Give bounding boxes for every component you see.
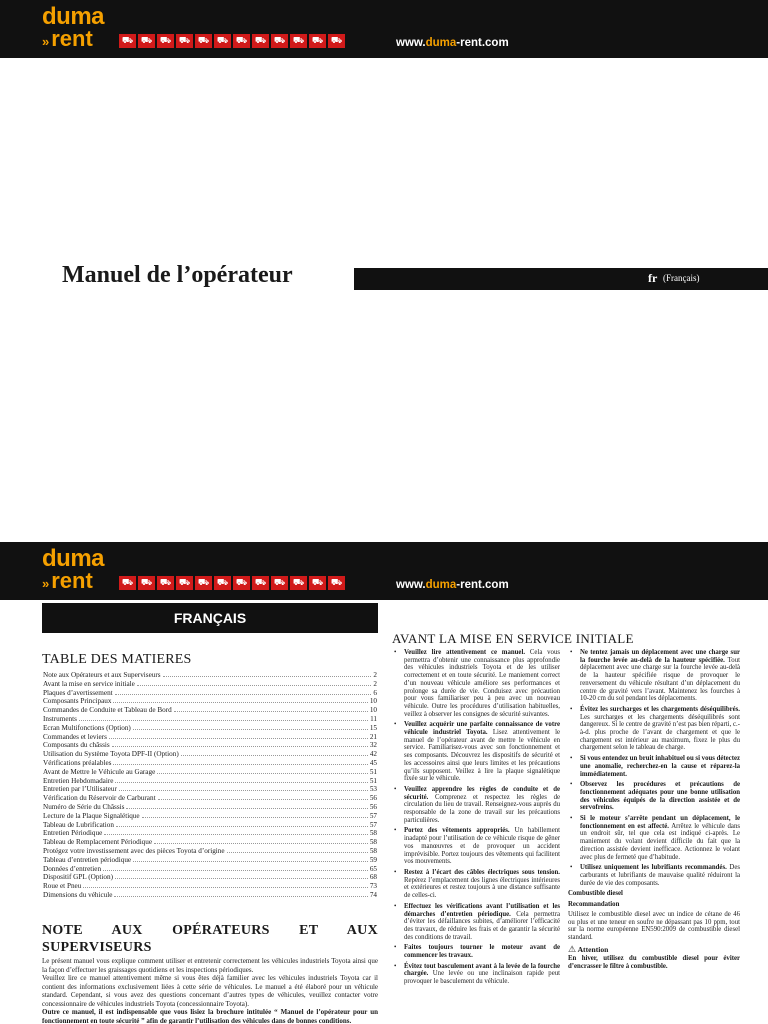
bullet-item xyxy=(568,706,740,752)
toc-page: 32 xyxy=(369,741,377,750)
language-bar xyxy=(354,268,768,290)
lift-icon: ⛟ xyxy=(271,34,288,48)
toc-row[interactable] xyxy=(43,856,377,865)
toc-label: Commandes de Conduite et Tableau de Bord xyxy=(43,706,172,715)
toc-label: Entretien Hebdomadaire xyxy=(43,776,114,785)
toc-row[interactable] xyxy=(43,768,377,777)
logo-rent-text: rent xyxy=(51,25,93,51)
toc-row[interactable] xyxy=(43,882,377,891)
toc-label: Instruments xyxy=(43,714,77,723)
duma-rent-logo[interactable] xyxy=(42,545,105,593)
bullet-text: Tout déplacement avec une charge sur la fourche levée au-delà de la hauteur spécifiée risque de provoquer le renversement du véhicule résultant d’un déplacement du centre de gravité vers l’avant. Maintenez les fourches à 10-20 cm du sol pendant les déplacements. xyxy=(580,656,740,703)
loader-icon: ⛟ xyxy=(138,34,155,48)
toc-page: 53 xyxy=(369,785,377,794)
truck-icon: ⛟ xyxy=(233,576,250,590)
toc-leader xyxy=(112,742,368,747)
website-link[interactable]: www.duma-rent.com xyxy=(396,37,509,49)
toc-heading: TABLE DES MATIERES xyxy=(42,652,192,667)
toc-label: Vérification du Réservoir de Carburant xyxy=(43,794,156,803)
bullet-bold: Restez à l’écart des câbles électriques sous tension. xyxy=(404,868,560,876)
toc-leader xyxy=(116,822,368,827)
bullet-text: Un habillement inadapté pour l’utilisation de ce véhicule risque de gêner vos manœuvres et de provoquer un accident imprévisible. Portez toujours des vêtements qui facilitent vos mouvements. xyxy=(404,827,561,866)
bullet-bold: Veuillez apprendre les règles de conduite et de sécurité. xyxy=(404,785,560,801)
toc-row[interactable] xyxy=(43,847,377,856)
generator-icon: ⛟ xyxy=(290,576,307,590)
toc-leader xyxy=(103,866,368,871)
generator-icon: ⛟ xyxy=(290,34,307,48)
bullet-item xyxy=(392,963,560,986)
toc-row[interactable] xyxy=(43,724,377,733)
truck-icon: ⛟ xyxy=(233,34,250,48)
toc-page: 45 xyxy=(369,758,377,767)
toc-row[interactable] xyxy=(43,803,377,812)
manual-title: Manuel de l’opérateur xyxy=(62,262,293,288)
bullet-bold: Observez les procédures et précautions de fonctionnement adéquates pour une bonne utilisation des véhicules équipés de la direction assistée et de servofreins. xyxy=(580,781,740,812)
excavator-icon: ⛟ xyxy=(157,576,174,590)
bullet-item xyxy=(392,649,560,718)
compactor-icon: ⛟ xyxy=(176,34,193,48)
toc-row[interactable] xyxy=(43,680,377,689)
toc-page: 65 xyxy=(369,864,377,873)
toc-label: Lecture de la Plaque Signalétique xyxy=(43,811,140,820)
toc-row[interactable] xyxy=(43,891,377,900)
toc-page: 10 xyxy=(369,697,377,706)
toc-leader xyxy=(181,751,368,756)
toc-row[interactable] xyxy=(43,821,377,830)
excavator-icon: ⛟ xyxy=(157,34,174,48)
toc-label: Tableau d’entretien périodique xyxy=(43,855,132,864)
bullet-bold: Évitez les surcharges et les chargements déséquilibrés. xyxy=(580,705,740,713)
logo-rent-text: rent xyxy=(51,567,93,593)
toc-label: Composants Principaux xyxy=(43,697,112,706)
bullet-item xyxy=(568,649,740,703)
toc-page: 56 xyxy=(369,802,377,811)
trailer-icon: ⛟ xyxy=(328,576,345,590)
bullet-bold: Si vous entendez un bruit inhabituel ou si vous détectez une anomalie, recherchez-en la cause et réparez-la immédiatement. xyxy=(580,755,740,778)
toc-page: 59 xyxy=(369,855,377,864)
toc-label: Avant la mise en service initiale xyxy=(43,679,135,688)
website-link[interactable]: www.duma-rent.com xyxy=(396,579,509,591)
toc-leader xyxy=(126,804,367,809)
toc-label: Note aux Opérateurs et aux Superviseurs xyxy=(43,671,161,679)
crane-icon: ⛟ xyxy=(214,34,231,48)
note-paragraph: Le présent manuel vous explique comment utiliser et entretenir correctement les véhicules industriels Toyota ainsi que la façon d’effectuer les graissages quotidiens et les inspections périodiques. xyxy=(42,957,378,974)
toc-leader xyxy=(83,883,367,888)
toc-leader xyxy=(114,892,367,897)
bullet-text: Comprenez et respectez les règles de circulation du lieu de travail. Renseignez-vous auprès du responsable de la zone de travail sur les précautions particulières. xyxy=(404,793,560,824)
logo-arrow: » xyxy=(42,575,50,591)
logo-duma-text: duma xyxy=(42,3,105,30)
bullet-item xyxy=(392,944,560,959)
avant-column-right xyxy=(568,649,740,971)
bullet-text: Arrêtez le véhicule dans un endroit sûr, tel que cela est indiqué ci-après. Le maniement du volant devient difficile du fait que la direction assistée devient inefficace. Actionnez le volant avec plus de fermeté que d’habitude. xyxy=(580,822,740,861)
toc-label: Données d’entretien xyxy=(43,864,102,873)
bullet-bold: Faites toujours tourner le moteur avant de commencer les travaux. xyxy=(404,944,560,960)
toc-leader xyxy=(227,848,368,853)
bullet-bold: Utilisez uniquement les lubrifiants recommandés. xyxy=(580,864,727,872)
bullet-item xyxy=(392,827,560,866)
bullet-text: Des carburants et lubrifiants de mauvaise qualité réduiront la durée de vie des composants. xyxy=(580,864,740,887)
bullet-bold: Évitez tout basculement avant à la levée de la fourche chargée. xyxy=(404,962,560,978)
toc-row[interactable] xyxy=(43,750,377,759)
language-code: fr xyxy=(648,271,658,285)
toc-page: 6 xyxy=(373,688,377,697)
crane-icon: ⛟ xyxy=(214,576,231,590)
toc-label: Composants du châssis xyxy=(43,741,110,750)
compactor-icon: ⛟ xyxy=(176,576,193,590)
avant-heading: AVANT LA MISE EN SERVICE INITIALE xyxy=(392,631,634,646)
bullet-bold: Veuillez acquérir une parfaite connaissance de votre véhicule industriel Toyota. xyxy=(404,721,560,737)
equipment-icons xyxy=(119,576,345,590)
toc-page: 2 xyxy=(373,679,377,688)
toc-page: 73 xyxy=(369,882,377,891)
toc-label: Tableau de Lubrification xyxy=(43,820,114,829)
toc-label: Entretien Périodique xyxy=(43,829,103,838)
bullet-text: Cela permettra d’éviter les défaillances subites, d’améliorer l’efficacité des travaux, de réduire les frais et de garantir la sécurité des conditions de travail. xyxy=(404,910,560,941)
toc-row[interactable] xyxy=(43,812,377,821)
toc-leader xyxy=(119,786,368,791)
note-body xyxy=(42,957,378,1024)
toc-page: 2 xyxy=(373,671,377,679)
toc-page: 58 xyxy=(369,838,377,847)
tool-icon: ⛟ xyxy=(309,576,326,590)
toc-leader xyxy=(113,698,367,703)
section-language-bar: FRANÇAIS xyxy=(42,603,378,633)
toc-leader xyxy=(154,839,368,844)
toc-row[interactable] xyxy=(43,706,377,715)
toc-label: Avant de Mettre le Véhicule au Garage xyxy=(43,767,156,776)
toc-row[interactable] xyxy=(43,741,377,750)
attention-text: En hiver, utilisez du combustible diesel pour éviter d’encrasser le filtre à combustible. xyxy=(568,955,740,971)
recommendation-text: Utilisez le combustible diesel avec un indice de cétane de 46 ou plus et une teneur en soufre ne dépassant pas 10 ppm, tout sur la norme européenne EN590:2009 de combustible diesel standard. xyxy=(568,910,740,941)
toc-leader xyxy=(79,716,368,721)
tool-icon: ⛟ xyxy=(309,34,326,48)
toc-leader xyxy=(174,707,368,712)
bullet-text: Cela vous permettra d’obtenir une connaissance plus approfondie des véhicules industriels Toyota et de les utiliser correctement et en toute sécurité. Le maniement correct d’un nouveau véhicule améliore ses performances et prolonge sa durée de vie. Conduisez avec précaution pour vous familiariser peu à peu avec un nouveau véhicule. Outre les procédures d’utilisation habituelles, veillez à observer les consignes de sécurité suivantes. xyxy=(404,649,560,718)
language-name: (Français) xyxy=(663,273,700,283)
toc-page: 51 xyxy=(369,767,377,776)
toc-row[interactable] xyxy=(43,829,377,838)
toc-row[interactable] xyxy=(43,794,377,803)
toc-row[interactable] xyxy=(43,777,377,786)
toc-row[interactable] xyxy=(43,671,377,680)
second-header xyxy=(0,542,768,600)
forklift-icon: ⛟ xyxy=(119,576,136,590)
toc-row[interactable] xyxy=(43,838,377,847)
bullet-text: Repérez l’emplacement des lignes électriques intérieures et extérieures et restez toujours à une distance suffisante de celles-ci. xyxy=(404,876,560,900)
toc-label: Entretien par l’Utilisateur xyxy=(43,785,117,794)
bullet-bold: Effectuez les vérifications avant l’utilisation et les démarches d’entretien périodique. xyxy=(404,902,560,918)
warning-icon: ⚠ xyxy=(568,944,577,955)
table-of-contents xyxy=(43,671,377,900)
toc-page: 42 xyxy=(369,750,377,759)
logo-duma-text: duma xyxy=(42,545,105,572)
toc-leader xyxy=(157,769,368,774)
bullet-text: Les surcharges et les chargements déséquilibrés sont dangereux. Si le centre de gravité n’est pas bien réparti, c.-à-d. plus proche de l’avant de chargement et que le chargement est intérieur au maximum, fixez le plus du chargement selon le tableau de charge. xyxy=(580,713,740,752)
toc-label: Dispositif GPL (Option) xyxy=(43,873,114,882)
toc-leader xyxy=(142,813,368,818)
toc-leader xyxy=(115,690,372,695)
note-paragraph-bold: Outre ce manuel, il est indispensable que vous lisiez la brochure intitulée “ Manuel de l’opérateur pour un fonctionnement en toute sécurité ” afin de garantir l’utilisation des véhicules dans de bonnes conditions. xyxy=(42,1008,378,1024)
platform-icon: ⛟ xyxy=(195,34,212,48)
roller-icon: ⛟ xyxy=(252,34,269,48)
toc-leader xyxy=(133,857,368,862)
bullet-bold: Veuillez lire attentivement ce manuel. xyxy=(404,649,526,656)
toc-row[interactable] xyxy=(43,873,377,882)
toc-leader xyxy=(158,795,368,800)
toc-page: 57 xyxy=(369,811,377,820)
bullet-bold: Si le moteur s’arrête pendant un déplacement, le fonctionnement en est affecté. xyxy=(580,815,740,830)
toc-page: 10 xyxy=(369,706,377,715)
toc-page: 57 xyxy=(369,820,377,829)
toc-leader xyxy=(113,760,367,765)
bullet-item xyxy=(392,903,560,942)
toc-label: Tableau de Remplacement Périodique xyxy=(43,838,153,847)
toc-page: 58 xyxy=(369,846,377,855)
toc-label: Ecran Multifonctions (Option) xyxy=(43,723,131,732)
platform-icon: ⛟ xyxy=(195,576,212,590)
avant-column-left xyxy=(392,649,560,989)
toc-leader xyxy=(109,734,368,739)
logo-arrow: » xyxy=(42,33,50,49)
toc-row[interactable] xyxy=(43,785,377,794)
bullet-text: Une levée ou une inclinaison rapide peut provoquer le basculement du véhicule. xyxy=(404,970,561,986)
recommendation-subheading: Recommandation xyxy=(568,901,620,909)
attention-label: ⚠ Attention xyxy=(568,944,609,955)
bullet-item xyxy=(392,786,560,825)
note-paragraph: Veuillez lire ce manuel attentivement même si vous êtes déjà familier avec les véhicules industriels Toyota car il contient des informations exclusivement liées à cette série de véhicules. Le manuel a été élaboré pour un véhicule standard. Cependant, si vous avez des questions concernant d’autres types de véhicules, veuillez contacter votre concessionnaire de véhicules industriels Toyota (concessionnaire Toyota). xyxy=(42,974,378,1008)
toc-label: Commandes et leviers xyxy=(43,732,107,741)
toc-page: 11 xyxy=(370,714,377,723)
toc-page: 58 xyxy=(369,829,377,838)
toc-leader xyxy=(133,725,368,730)
toc-leader xyxy=(104,830,368,835)
bullet-text: Lisez attentivement le manuel de l’opérateur avant de mettre le véhicule en service. Familiarisez-vous avec son fonctionnement et ses composants. Découvrez les dispositifs de sécurité et les accessoires ainsi que leurs limites et les précautions qu’ils supposent. Veillez à lire la plaque signalétique fixée sur le véhicule. xyxy=(404,729,560,783)
toc-leader xyxy=(115,778,367,783)
equipment-icons xyxy=(119,34,345,48)
trailer-icon: ⛟ xyxy=(328,34,345,48)
bullet-item xyxy=(568,781,740,812)
toc-page: 74 xyxy=(369,890,377,899)
toc-label: Protégez votre investissement avec des pièces Toyota d’origine xyxy=(43,846,225,855)
toc-row[interactable] xyxy=(43,759,377,768)
toc-page: 51 xyxy=(369,776,377,785)
bullet-item xyxy=(392,869,560,900)
note-heading: NOTE AUX OPÉRATEURS ET AUX SUPERVISEURS xyxy=(42,923,378,955)
toc-row[interactable] xyxy=(43,715,377,724)
toc-leader xyxy=(137,681,372,686)
toc-row[interactable] xyxy=(43,689,377,698)
toc-page: 56 xyxy=(369,794,377,803)
toc-label: Vérifications préalables xyxy=(43,758,112,767)
toc-row[interactable] xyxy=(43,865,377,874)
toc-label: Utilisation du Système Toyota DPF-II (Option) xyxy=(43,750,179,759)
bullet-item xyxy=(392,721,560,783)
diesel-subheading: Combustible diesel xyxy=(568,890,623,898)
forklift-icon: ⛟ xyxy=(119,34,136,48)
bullet-bold: Portez des vêtements appropriés. xyxy=(404,827,510,835)
duma-rent-logo[interactable] xyxy=(42,3,105,51)
lift-icon: ⛟ xyxy=(271,576,288,590)
toc-label: Roue et Pneu xyxy=(43,882,82,891)
toc-page: 21 xyxy=(369,732,377,741)
top-header xyxy=(0,0,768,58)
toc-label: Dimensions du véhicule xyxy=(43,890,113,899)
toc-label: Plaques d’avertissement xyxy=(43,688,113,697)
toc-label: Numéro de Série du Châssis xyxy=(43,802,125,811)
bullet-bold: Ne tentez jamais un déplacement avec une charge sur la fourche levée au-delà de la hauteur spécifiée. xyxy=(580,649,740,664)
bullet-item xyxy=(568,864,740,887)
toc-leader xyxy=(163,672,372,677)
toc-row[interactable] xyxy=(43,697,377,706)
bullet-item xyxy=(568,755,740,778)
toc-page: 68 xyxy=(369,873,377,882)
toc-page: 15 xyxy=(369,723,377,732)
toc-leader xyxy=(115,874,368,879)
bullet-item xyxy=(568,815,740,861)
loader-icon: ⛟ xyxy=(138,576,155,590)
roller-icon: ⛟ xyxy=(252,576,269,590)
toc-row[interactable] xyxy=(43,733,377,742)
